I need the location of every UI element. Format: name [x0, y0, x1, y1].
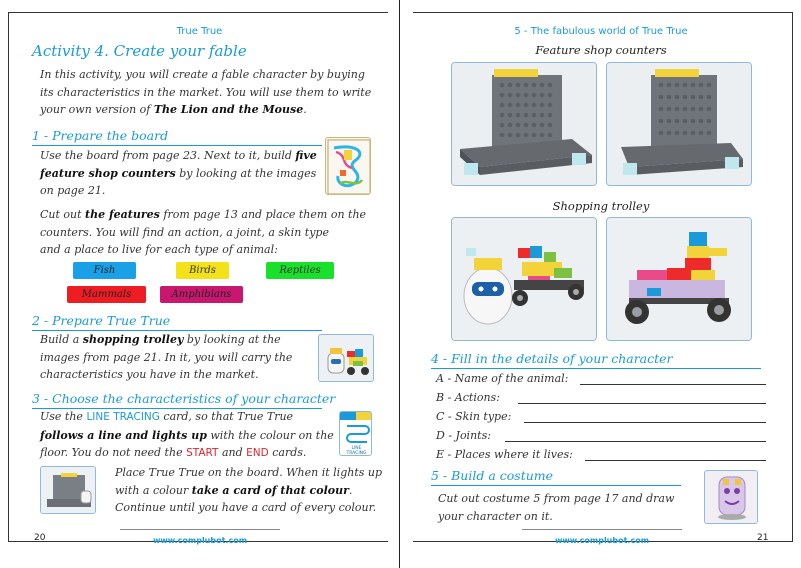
line-tracing-icon: [340, 412, 372, 445]
field-joints-label: D - Joints:: [436, 429, 491, 442]
section-2-title: 2 - Prepare True True: [32, 313, 171, 328]
card-label: LINE TRACING: [346, 446, 367, 456]
left-running-head: True True: [176, 26, 223, 37]
sec2-line-1-end: by looking at the: [183, 333, 281, 346]
left-page-number: 20: [34, 533, 46, 543]
sec3-end: END: [246, 447, 269, 459]
trolley-caption: Shopping trolley: [552, 199, 650, 213]
intro-paragraph: [40, 66, 385, 119]
sec3-line-tracing: LINE TRACING: [86, 411, 160, 423]
left-footer-url[interactable]: www.complubot.com: [152, 536, 248, 545]
trolley-lego-image: [452, 218, 597, 341]
sec1-counters: feature shop counters: [40, 166, 176, 180]
activity-title: Activity 4. Create your fable: [32, 42, 247, 60]
sec3-start: START: [186, 447, 219, 459]
field-places-label: E - Places where it lives:: [436, 448, 573, 461]
sec3-follows: follows a line and lights up: [40, 428, 207, 442]
sec1b-line-1-text: Cut out: [40, 208, 86, 221]
chip-birds: Birds: [176, 262, 229, 279]
counters-caption: Feature shop counters: [535, 43, 667, 57]
counter-photo-icon: [41, 467, 96, 514]
sec3-line-2-end: with the colour on the: [206, 428, 334, 442]
sec3-line-3-end: cards.: [268, 446, 307, 459]
sec2-line-1: [40, 331, 330, 349]
trolley-thumbnail: [318, 334, 374, 382]
sec3b-line-1: Place True True on the board. When it lights up: [115, 466, 383, 479]
board-robot-thumbnail: [40, 466, 96, 514]
sec1-line-1-text: Use the board from page 23. Next to it, build: [40, 149, 296, 162]
intro-line-3: [40, 101, 385, 119]
right-footer-rule: [522, 529, 682, 530]
sec2-line-2: images from page 21. In it, you will carry the: [40, 350, 293, 364]
section-5-rule: [431, 485, 681, 486]
trolley-lego-image-2: [607, 218, 752, 341]
sec1-line-1: [40, 147, 330, 165]
section-1-rule: [32, 145, 322, 146]
field-skin-label: C - Skin type:: [436, 410, 512, 423]
sec1b-features: the features: [85, 208, 160, 221]
left-page: [0, 0, 400, 568]
sec3-line-1: [40, 408, 340, 427]
section-1-paragraph: [40, 147, 330, 200]
counter-photo-2: [606, 62, 752, 186]
chip-amphibians: Amphibians: [160, 286, 243, 303]
sec3b-line-2-text: with a colour: [115, 483, 192, 497]
right-footer-url[interactable]: www.complubot.com: [554, 536, 650, 545]
counter-lego-image: [452, 63, 597, 186]
counter-lego-image-2: [607, 63, 752, 186]
board-map-icon: [326, 138, 371, 195]
chip-fish: Fish: [73, 262, 136, 279]
intro-line-3-end: .: [303, 103, 307, 116]
costume-thumbnail: [704, 470, 758, 524]
sec1-five: five: [295, 149, 317, 162]
sec2-line-1-text: Build a: [40, 333, 83, 346]
sec1b-line-3: and a place to live for each type of animal:: [40, 243, 278, 256]
sec3-line-3: [40, 444, 340, 463]
costume-robot-icon: [705, 471, 758, 524]
sec3b-line-2-end: .: [348, 483, 353, 497]
section-1-title: 1 - Prepare the board: [32, 128, 169, 143]
sec3-line-1-text: Use the: [40, 410, 87, 423]
section-4-rule: [431, 368, 761, 369]
field-name-label: A - Name of the animal:: [436, 372, 569, 385]
section-5-title: 5 - Build a costume: [431, 468, 554, 483]
field-skin-line[interactable]: [524, 422, 766, 423]
chip-reptiles: Reptiles: [266, 262, 334, 279]
sec1b-line-1: [40, 206, 385, 224]
sec2-trolley: shopping trolley: [82, 333, 184, 346]
sec3b-take-card: take a card of that colour: [191, 483, 349, 497]
field-name-line[interactable]: [580, 384, 766, 385]
section-1-paragraph-2: [40, 206, 385, 259]
robot-trolley-icon: [319, 335, 374, 382]
sec3-line-1-end: card, so that True True: [159, 410, 294, 423]
sec1-line-2-text: by looking at the images: [175, 166, 317, 180]
sec1-line-2: [40, 165, 330, 183]
section-2-paragraph: [40, 331, 330, 384]
intro-line-1: In this activity, you will create a fable character by buying: [40, 68, 365, 81]
line-tracing-card: [339, 411, 372, 456]
section-5-paragraph: [438, 490, 708, 525]
section-3-paragraph-2: [115, 464, 385, 517]
section-4-title: 4 - Fill in the details of your character: [431, 351, 673, 366]
sec3-and: and: [218, 446, 247, 459]
sec1b-line-1-end: from page 13 and place them on the: [159, 208, 367, 221]
board-thumbnail: [325, 137, 371, 195]
chip-mammals: Mammals: [67, 286, 146, 303]
field-actions-line[interactable]: [518, 403, 766, 404]
sec5-line-2: your character on it.: [438, 509, 553, 523]
right-running-head: 5 - The fabulous world of True True: [514, 26, 688, 37]
section-3-paragraph: [40, 408, 340, 463]
sec1b-line-2: counters. You will find an action, a joint, a skin type: [40, 225, 329, 239]
intro-line-3-text: your own version of: [40, 103, 154, 116]
sec3-line-3-text: floor. You do not need the: [40, 446, 187, 459]
trolley-photo-2: [606, 217, 752, 341]
sec2-line-3: characteristics you have in the market.: [40, 368, 259, 381]
field-actions-label: B - Actions:: [436, 391, 500, 404]
section-3-title: 3 - Choose the characteristics of your character: [32, 391, 336, 406]
right-page-number: 21: [757, 533, 769, 543]
fable-title: The Lion and the Mouse: [153, 103, 304, 116]
intro-line-2: its characteristics in the market. You will use them to write: [40, 85, 372, 99]
sec1-line-3: on page 21.: [40, 184, 106, 197]
counter-photo-1: [451, 62, 597, 186]
sec3-line-2: [40, 427, 340, 445]
sec3b-line-3: Continue until you have a card of every colour.: [115, 501, 377, 514]
left-footer-rule: [120, 529, 280, 530]
field-joints-line[interactable]: [505, 441, 766, 442]
trolley-photo-1: [451, 217, 597, 341]
sec5-line-1: Cut out costume 5 from page 17 and draw: [438, 492, 675, 505]
field-places-line[interactable]: [585, 460, 766, 461]
sec3b-line-2: [115, 482, 385, 500]
